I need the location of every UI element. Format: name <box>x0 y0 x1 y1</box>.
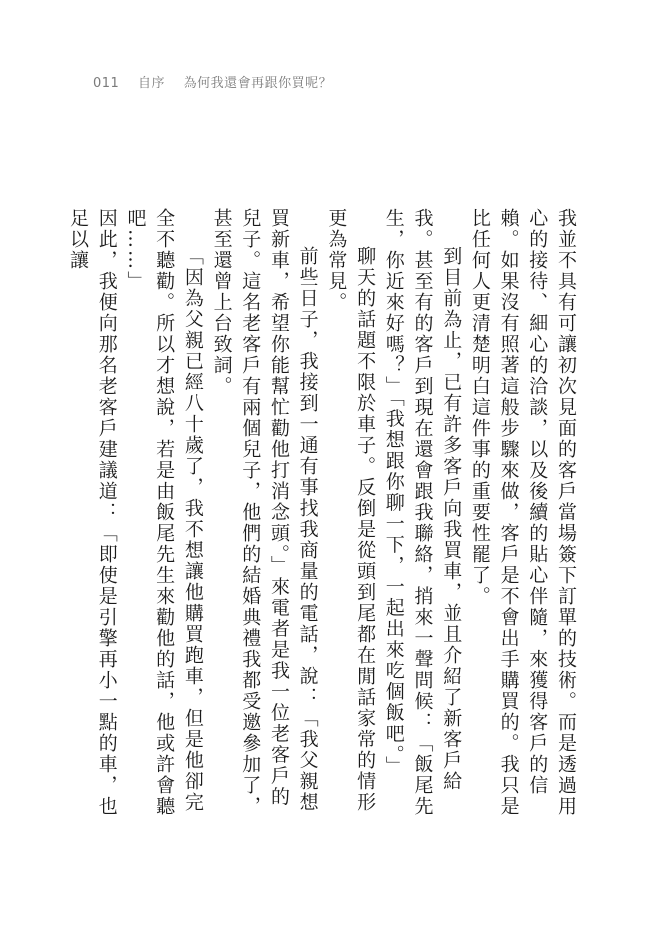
paragraph-1: 我並不具有可讓初次見面的客戶當場簽下訂單的技術。而是透過用心的接待、細心的洽談，以及後續的貼心伴隨，來獲得客戶的信賴。如果沒有照著這般步驟來做，客戶是不會出手購買的。我只是比任何人更清楚明白這件事的重要性罷了。 <box>468 208 577 817</box>
paragraph-2: 到目前為止，已有許多客戶向我買車，並且介紹了新客戶給我。甚至有的客戶到現在還會跟我聯絡，捎來一聲問候：「飯尾先生，你近來好嗎？」「我想跟你聊一下，一起出來吃個飯吧。」 <box>382 208 463 817</box>
running-header <box>93 72 346 91</box>
paragraph-5: 「因為父親已經八十歲了，我不想讓他購買跑車，但是他卻完全不聽勸。所以才想說，若是由飯尾先生來勸他的話，他或許會聽吧……」 <box>124 208 204 817</box>
paragraph-4: 前些日子，我接到一通有事找我商量的電話，說：「我父親想買新車，希望你能幫忙勸他打消念頭。」來電者是我一位老客戶的兒子。這名老客戶有兩個兒子，他們的結婚典禮我都受邀參加了，甚至還曾上台致詞。 <box>210 208 319 817</box>
chapter-title: 為何我還會再跟你買呢？ <box>183 76 333 91</box>
page-number: 011 <box>93 76 120 91</box>
paragraph-6: 因此，我便向那名老客戶建議道：「即使是引擎再小一點的車，也足以讓 <box>67 208 118 817</box>
paragraph-3: 聊天的話題不限於車子。反倒是從頭到尾都在閒話家常的情形更為常見。 <box>325 208 377 813</box>
section-label: 自序 <box>137 76 165 91</box>
body-text <box>67 208 580 823</box>
